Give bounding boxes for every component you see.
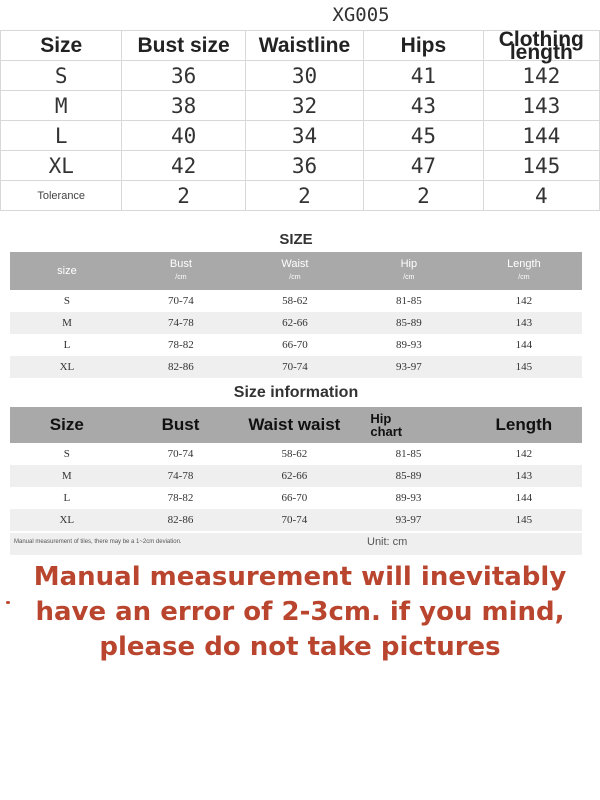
cell-hips: 2 (364, 181, 483, 211)
size-grid (10, 407, 582, 531)
cell-bust: 78-82 (168, 339, 194, 351)
cell-waist: 30 (245, 61, 363, 91)
cell-bust: 70-74 (167, 448, 194, 460)
header-hip (351, 407, 465, 443)
cell-length: 144 (515, 492, 533, 504)
header-waist: Waistline (245, 31, 363, 61)
cell-hip: 85-89 (352, 312, 466, 334)
cell-length: 4 (483, 181, 599, 211)
cell-size: S (1, 61, 122, 91)
cell-waist: 70-74 (238, 356, 352, 378)
table-row (1, 151, 600, 181)
header-length: Length (466, 407, 582, 443)
size-table-xg005 (0, 0, 600, 209)
cell-hips: 41 (364, 61, 483, 91)
table-row (10, 443, 582, 465)
product-code: XG005 (332, 4, 390, 26)
cell-length: 144 (483, 121, 599, 151)
cell-hips: 47 (364, 151, 483, 181)
header-size: Size (1, 31, 122, 61)
header-bust (124, 252, 238, 290)
cell-length: 142 (515, 295, 533, 307)
table-row (10, 290, 582, 312)
table-header-row (10, 407, 582, 443)
cell-size: L (63, 339, 71, 351)
header-unit: /cm (518, 274, 530, 281)
header-waist (238, 252, 352, 290)
warning-line: please do not take pictures (99, 632, 501, 662)
cell-bust: 74-78 (124, 312, 238, 334)
cell-tolerance-label: Tolerance (1, 181, 122, 211)
size-grid (10, 252, 582, 378)
table-row (10, 334, 582, 356)
cell-size: L (63, 492, 71, 504)
header-bust: Bust size (122, 31, 245, 61)
size-information-table (10, 381, 582, 555)
cell-size: S (63, 295, 71, 307)
cell-hip: 93-97 (352, 356, 466, 378)
header-label: Waist (281, 258, 309, 270)
size-grid (0, 27, 600, 211)
cell-length: 143 (483, 91, 599, 121)
cell-bust: 82-86 (124, 509, 238, 531)
warning-line: have an error of 2-3cm. if you mind, (35, 597, 565, 627)
cell-hip: 93-97 (351, 509, 465, 531)
cell-size: M (1, 91, 122, 121)
header-unit: /cm (403, 274, 415, 281)
cell-waist: 58-62 (281, 448, 308, 460)
warning-line: Manual measurement will inevitably (33, 562, 567, 592)
header-size: Size (10, 407, 124, 443)
header-length: Clothing length (483, 31, 599, 61)
cell-length: 142 (515, 448, 533, 460)
table-row (1, 121, 600, 151)
cell-bust: 78-82 (167, 492, 194, 504)
cell-waist: 62-66 (238, 312, 352, 334)
cell-bust: 70-74 (168, 295, 194, 307)
cell-bust: 38 (122, 91, 245, 121)
cell-waist: 62-66 (237, 465, 351, 487)
cell-length: 143 (466, 312, 582, 334)
cell-waist: 2 (245, 181, 363, 211)
header-length (466, 252, 582, 290)
cell-waist: 36 (245, 151, 363, 181)
cell-hips: 43 (364, 91, 483, 121)
table-header-row (10, 252, 582, 290)
header-label: Hip chart (370, 411, 403, 439)
measurement-warning (0, 560, 600, 665)
header-hip (352, 252, 466, 290)
table-footer (10, 533, 582, 555)
tolerance-row (1, 181, 600, 211)
table-row (10, 487, 582, 509)
cell-size: XL (1, 151, 122, 181)
cell-hip: 81-85 (395, 448, 422, 460)
header-label: Hip (400, 258, 418, 270)
cell-bust: 82-86 (124, 356, 238, 378)
cell-waist: 66-70 (281, 492, 308, 504)
cell-size: S (63, 448, 70, 460)
cell-bust: 40 (122, 121, 245, 151)
cell-size: L (1, 121, 122, 151)
table-row (1, 61, 600, 91)
table-row (10, 312, 582, 334)
cell-length: 145 (483, 151, 599, 181)
cell-bust: 36 (122, 61, 245, 91)
size-table-cm (10, 228, 582, 378)
cell-bust: 74-78 (124, 465, 238, 487)
cell-hip: 85-89 (351, 465, 465, 487)
cell-size: XL (10, 509, 124, 531)
cell-hip: 81-85 (396, 295, 422, 307)
cell-size: XL (10, 356, 124, 378)
table-header-row (1, 31, 600, 61)
header-waist: Waist waist (237, 407, 351, 443)
cell-waist: 32 (245, 91, 363, 121)
table-row (10, 509, 582, 531)
header-bust: Bust (124, 407, 238, 443)
cell-length: 143 (466, 465, 582, 487)
cell-hip: 89-93 (396, 339, 422, 351)
table-row (1, 91, 600, 121)
cell-size: M (10, 465, 124, 487)
cell-length: 144 (515, 339, 533, 351)
cell-bust: 42 (122, 151, 245, 181)
table-row (10, 356, 582, 378)
cell-size: M (10, 312, 124, 334)
header-label: Bust (169, 258, 192, 270)
cell-waist: 66-70 (282, 339, 308, 351)
cell-length: 145 (466, 509, 582, 531)
unit-label: Unit: cm (367, 536, 408, 548)
header-size (10, 252, 124, 290)
header-unit: /cm (175, 274, 187, 281)
cell-waist: 58-62 (282, 295, 308, 307)
cell-waist: 70-74 (237, 509, 351, 531)
measurement-note: Manual measurement of tiles, there may be a 1~2cm deviation. (14, 539, 182, 545)
header-label: size (57, 264, 77, 277)
cell-bust: 2 (122, 181, 245, 211)
header-hips: Hips (364, 31, 483, 61)
cell-waist: 34 (245, 121, 363, 151)
header-unit: /cm (289, 274, 301, 281)
header-label: Length (507, 258, 541, 270)
cell-hips: 45 (364, 121, 483, 151)
cell-hip: 89-93 (395, 492, 422, 504)
cell-length: 142 (483, 61, 599, 91)
table-title: Size information (233, 384, 359, 401)
cell-length: 145 (466, 356, 582, 378)
table-title: SIZE (279, 231, 313, 248)
table-row (10, 465, 582, 487)
